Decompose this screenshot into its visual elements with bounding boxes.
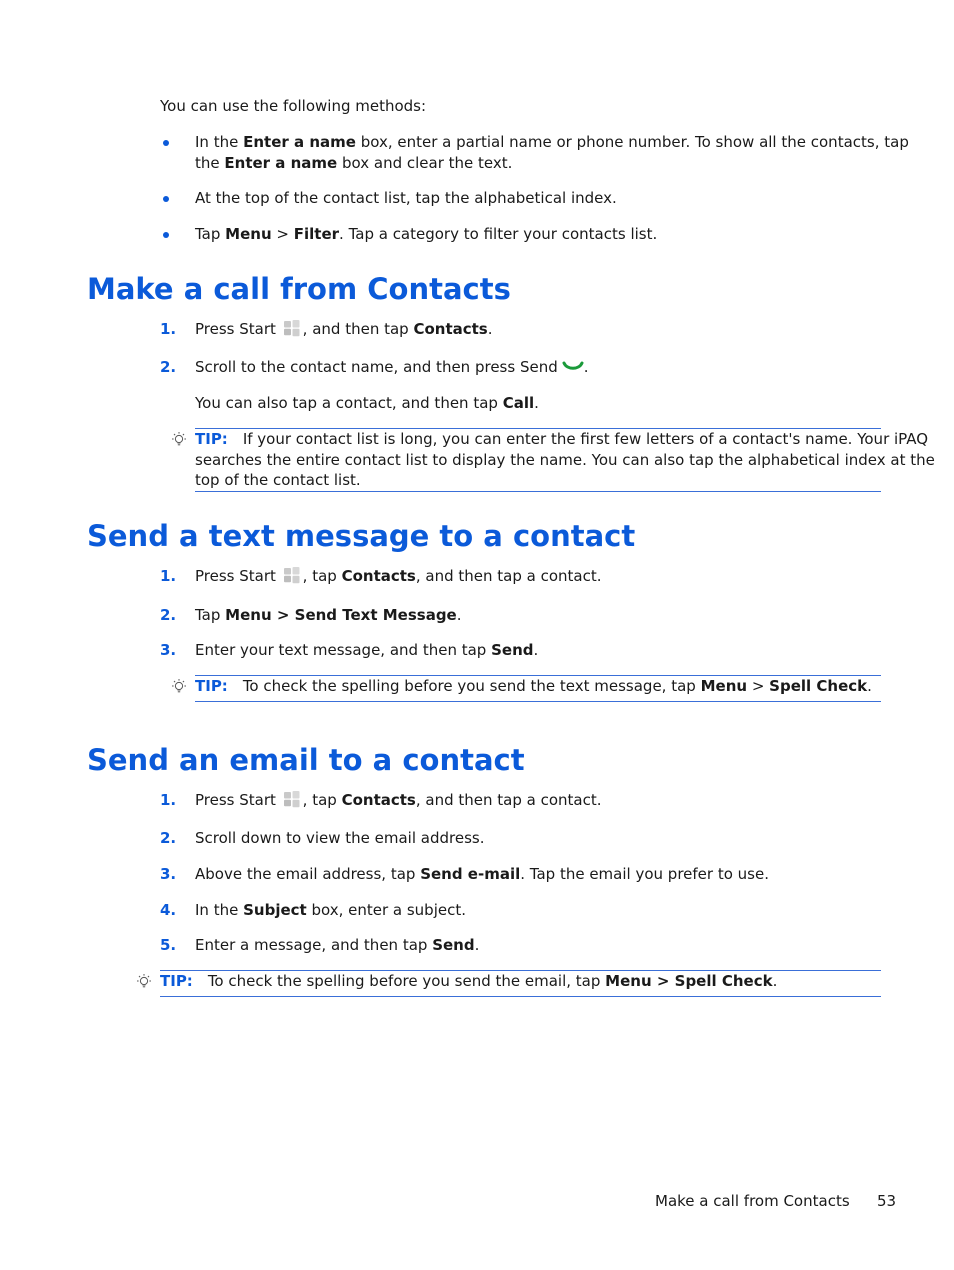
- step-number: 3.: [160, 865, 177, 883]
- step-number: 1.: [160, 567, 177, 585]
- step-number: 3.: [160, 641, 177, 659]
- lightbulb-icon: [135, 973, 153, 991]
- bullet: [163, 232, 169, 238]
- tip-line-1: TIP: If your contact list is long, you can enter the first few letters of a contact's name. Your iPAQ: [195, 430, 929, 448]
- windows-start-icon: [283, 319, 301, 337]
- method-3: Tap Menu > Filter. Tap a category to filter your contacts list.: [195, 225, 658, 243]
- step-number: 2.: [160, 829, 177, 847]
- bullet: [163, 140, 169, 146]
- call-note: You can also tap a contact, and then tap Call.: [195, 394, 539, 412]
- intro-text: You can use the following methods:: [160, 97, 427, 115]
- section-heading-make-call: Make a call from Contacts: [87, 272, 511, 306]
- tip-line-3: top of the contact list.: [195, 471, 361, 489]
- email-step-1: Press Start , tap Contacts, and then tap a contact.: [195, 791, 602, 809]
- step-number: 4.: [160, 901, 177, 919]
- tip-line-2: searches the entire contact list to display the name. You can also tap the alphabetical index at the: [195, 451, 935, 469]
- method-1-line-1: In the Enter a name box, enter a partial name or phone number. To show all the contacts, tap: [195, 133, 909, 151]
- call-step-2: Scroll to the contact name, and then press Send .: [195, 358, 589, 376]
- footer-section-title: Make a call from Contacts: [655, 1192, 850, 1210]
- step-number: 5.: [160, 936, 177, 954]
- text-step-1: Press Start , tap Contacts, and then tap a contact.: [195, 567, 602, 585]
- step-number: 2.: [160, 606, 177, 624]
- text-step-3: Enter your text message, and then tap Send.: [195, 641, 539, 659]
- call-step-1: Press Start , and then tap Contacts.: [195, 320, 493, 338]
- text-step-2: Tap Menu > Send Text Message.: [195, 606, 462, 624]
- windows-start-icon: [283, 790, 301, 808]
- section-heading-send-text: Send a text message to a contact: [87, 519, 636, 553]
- step-number: 1.: [160, 320, 177, 338]
- lightbulb-icon: [170, 678, 188, 696]
- step-number: 2.: [160, 358, 177, 376]
- method-2: At the top of the contact list, tap the alphabetical index.: [195, 189, 617, 207]
- page-number: 53: [877, 1192, 897, 1210]
- lightbulb-icon: [170, 431, 188, 449]
- phone-send-icon: [562, 360, 584, 372]
- email-step-3: Above the email address, tap Send e-mail. Tap the email you prefer to use.: [195, 865, 769, 883]
- windows-start-icon: [283, 566, 301, 584]
- step-number: 1.: [160, 791, 177, 809]
- email-tip: TIP: To check the spelling before you send the email, tap Menu > Spell Check.: [160, 972, 778, 990]
- email-step-2: Scroll down to view the email address.: [195, 829, 485, 847]
- method-1-line-2: the Enter a name box and clear the text.: [195, 154, 513, 172]
- email-step-4: In the Subject box, enter a subject.: [195, 901, 466, 919]
- text-tip: TIP: To check the spelling before you send the text message, tap Menu > Spell Check.: [195, 677, 872, 695]
- bullet: [163, 196, 169, 202]
- section-heading-send-email: Send an email to a contact: [87, 743, 525, 777]
- email-step-5: Enter a message, and then tap Send.: [195, 936, 480, 954]
